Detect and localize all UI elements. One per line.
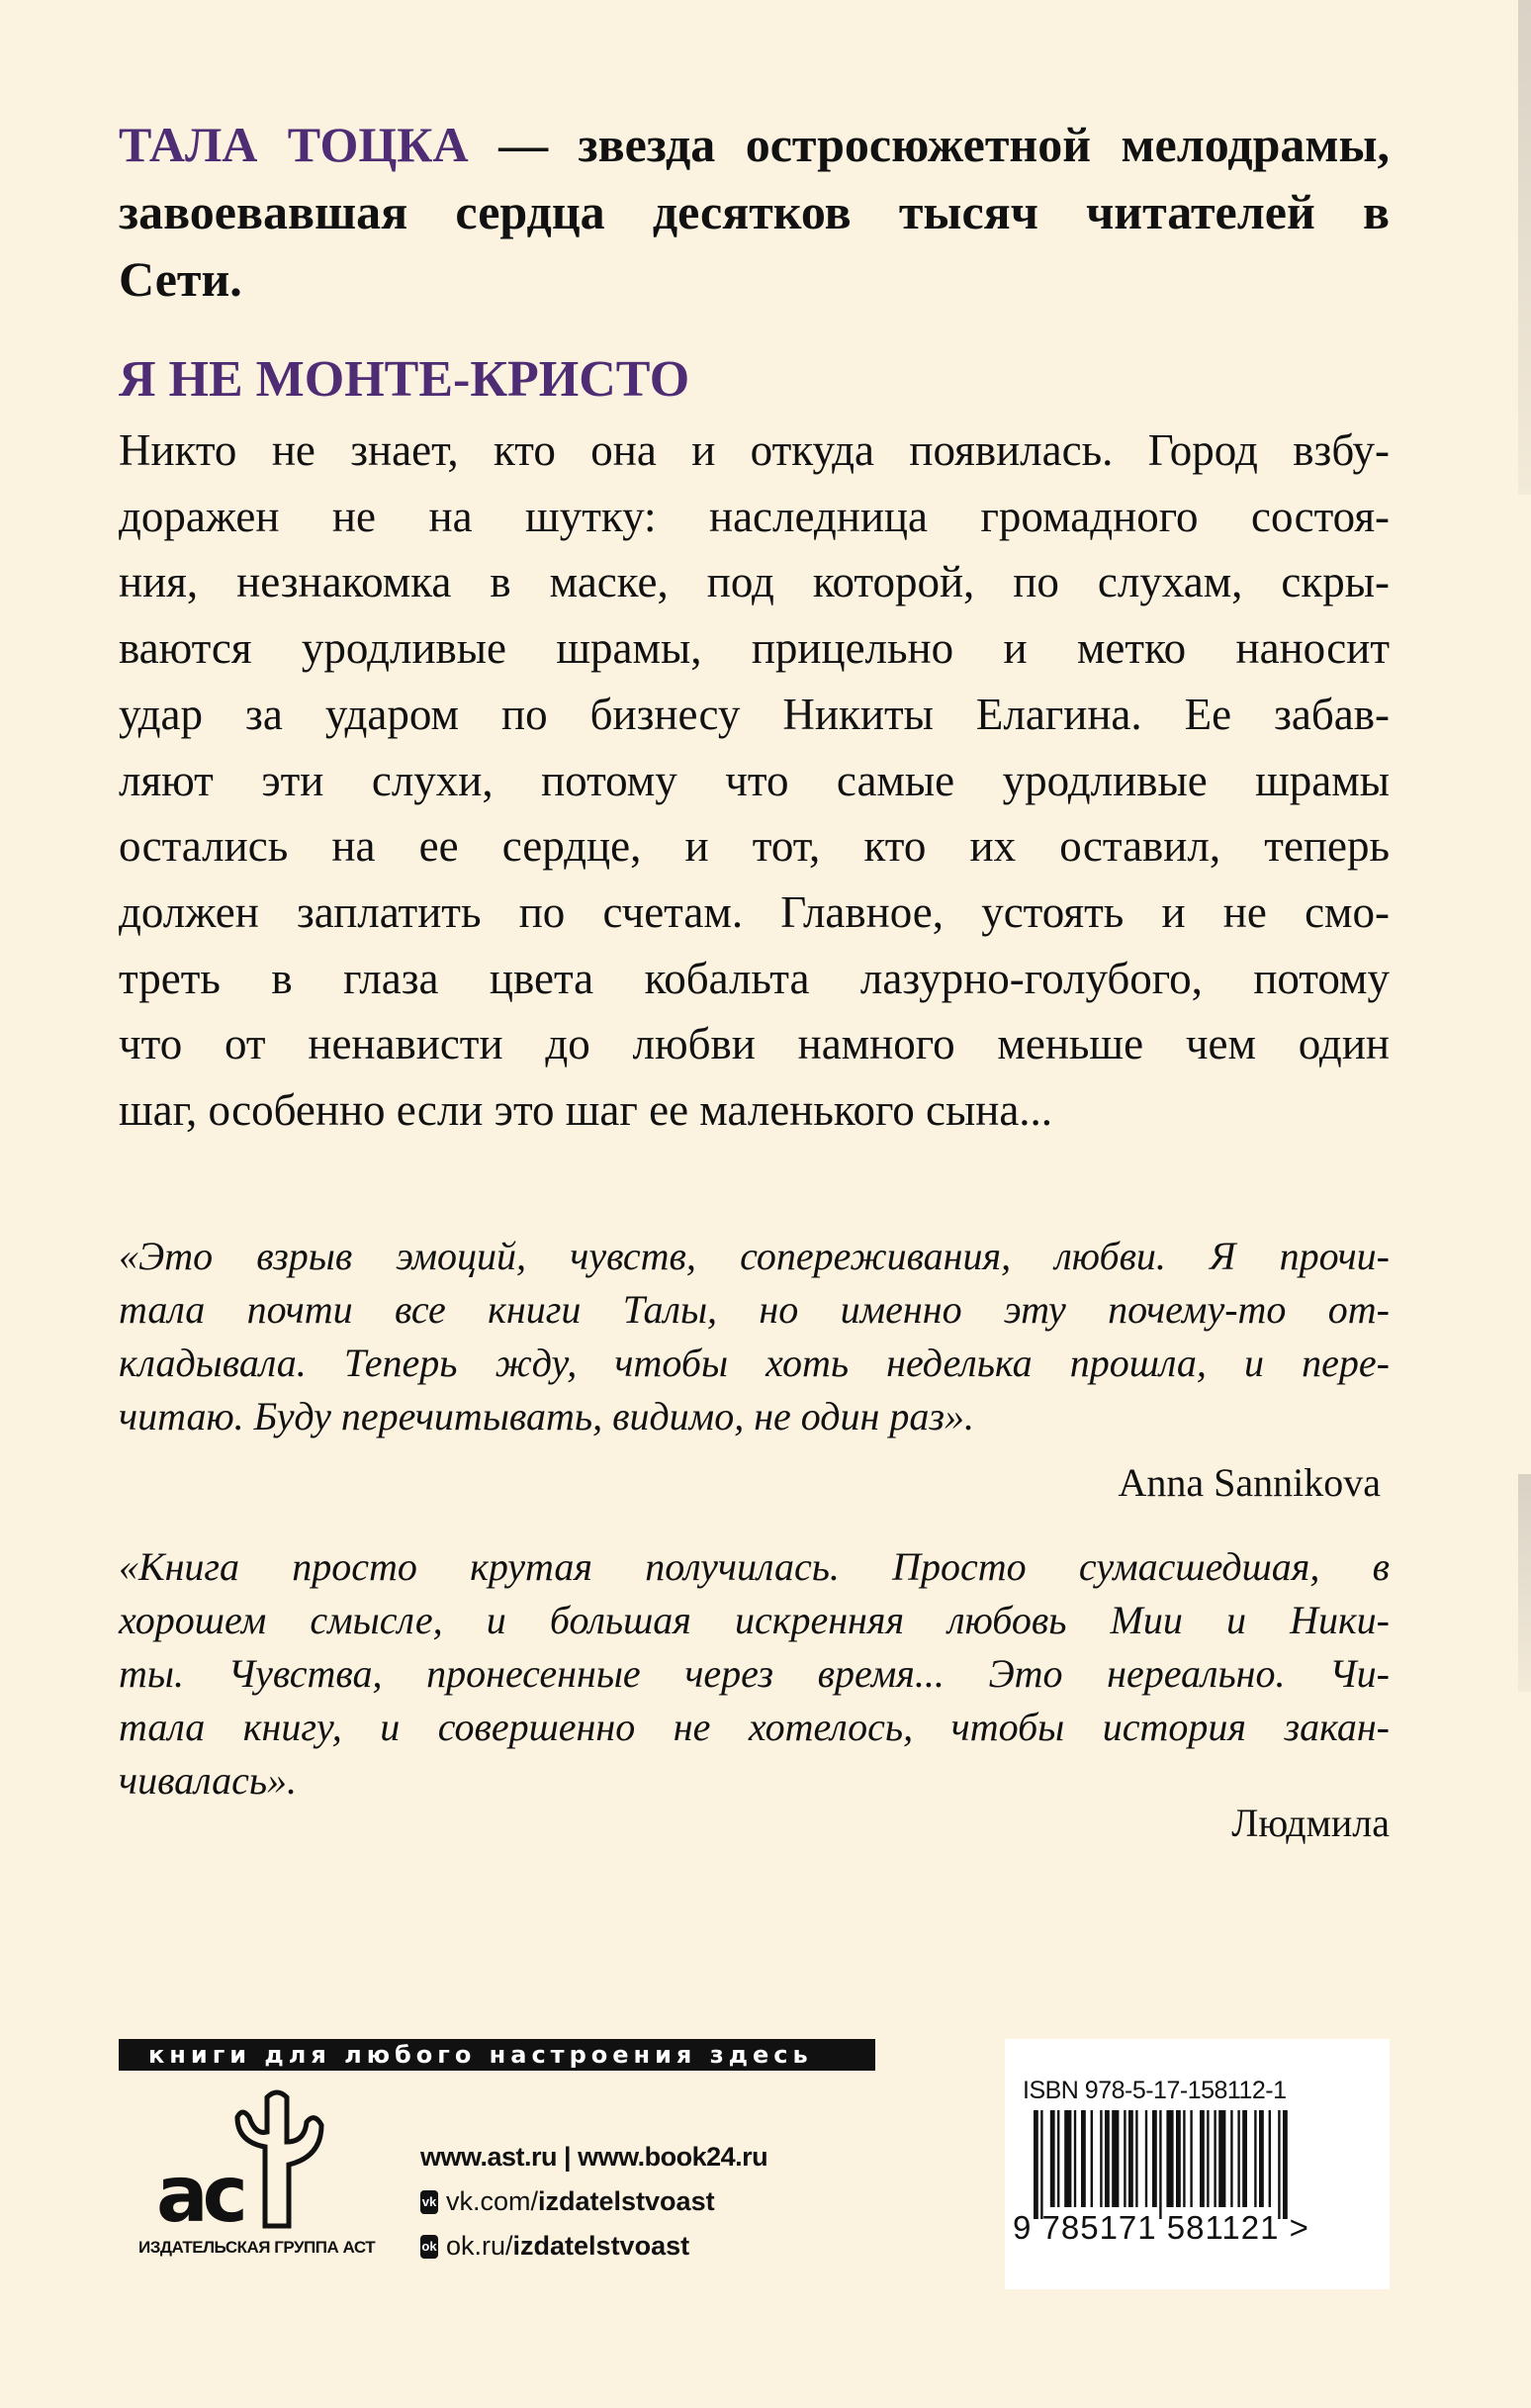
barcode-bar xyxy=(1105,2110,1110,2207)
link-handle: izdatelstvoast xyxy=(538,2186,715,2216)
barcode-bar xyxy=(1254,2110,1256,2207)
text-line: треть в глаза цвета кобальта лазурно-голубого, потому xyxy=(119,953,1390,1003)
book-title: Я НЕ МОНТЕ-КРИСТО xyxy=(119,351,690,408)
link-prefix: vk.com/ xyxy=(446,2186,539,2216)
text-line: что от ненависти до любви намного меньше чем один xyxy=(119,1019,1390,1069)
text-line: доражен не на шутку: наследница громадного состоя- xyxy=(119,491,1390,541)
ast-logo xyxy=(138,2087,366,2236)
website-links[interactable]: www.ast.ru | www.book24.ru xyxy=(420,2142,768,2172)
publisher-name: ИЗДАТЕЛЬСКАЯ ГРУППА АСТ xyxy=(138,2238,376,2257)
barcode-bar xyxy=(1074,2110,1076,2207)
link-prefix: ok.ru/ xyxy=(446,2231,513,2261)
barcode-bar xyxy=(1135,2110,1137,2207)
text-line: удар за ударом по бизнесу Никиты Елагина. Ее забав- xyxy=(119,689,1390,739)
tagline-strip: книги для любого настроения здесь xyxy=(119,2039,875,2071)
barcode-bar xyxy=(1207,2110,1209,2207)
barcode-bar xyxy=(1152,2110,1157,2207)
barcode-bar xyxy=(1081,2110,1086,2207)
cover-photo-edge xyxy=(1518,0,1531,495)
ok-icon: ok xyxy=(420,2235,438,2259)
barcode-bar xyxy=(1112,2110,1119,2207)
isbn-text: ISBN 978-5-17-158112-1 xyxy=(1023,2077,1287,2104)
barcode-bar xyxy=(1050,2110,1055,2207)
barcode-bar xyxy=(1124,2110,1126,2207)
social-link-vk[interactable] xyxy=(420,2186,767,2217)
synopsis xyxy=(119,417,1390,1144)
text-line: Никто не знает, кто она и откуда появилась. Город взбу- xyxy=(119,425,1390,475)
text-line: должен заплатить по счетам. Главное, устоять и не смо- xyxy=(119,886,1390,937)
barcode-bar xyxy=(1176,2110,1181,2207)
barcode-bar xyxy=(1159,2110,1161,2219)
barcode-bar xyxy=(1200,2110,1205,2207)
publisher-links xyxy=(420,2142,767,2262)
social-link-ok[interactable] xyxy=(420,2231,767,2262)
barcode-bar xyxy=(1100,2110,1102,2207)
barcode-bar xyxy=(1242,2110,1247,2207)
barcode-bar xyxy=(1190,2110,1192,2207)
barcode-digits: 9 785171 581121 > xyxy=(1013,2209,1309,2246)
review-author-2: Людмила xyxy=(1231,1801,1390,1845)
barcode-bar xyxy=(1040,2110,1042,2219)
cover-photo-edge xyxy=(1518,1474,1531,1692)
barcode-bar xyxy=(1091,2110,1093,2207)
author-intro xyxy=(119,111,1390,313)
barcode-bar xyxy=(1064,2110,1071,2207)
barcode-bar xyxy=(1128,2110,1133,2207)
svg-text:ac: ac xyxy=(156,2151,242,2236)
barcode-bar xyxy=(1145,2110,1147,2207)
intro-line: Сети. xyxy=(119,251,242,307)
review-author-1: Anna Sannikova xyxy=(1118,1460,1381,1505)
text-line: «Это взрыв эмоций, чувств, сопереживания, любви. Я прочи- xyxy=(119,1234,1390,1278)
barcode-bar xyxy=(1259,2110,1264,2207)
text-line: хорошем смысле, и большая искренняя любовь Мии и Ники- xyxy=(119,1598,1390,1642)
text-line: чивалась». xyxy=(119,1758,298,1803)
text-line: ляют эти слухи, потому что самые уродливые шрамы xyxy=(119,755,1390,805)
text-line: ты. Чувства, пронесенные через время... Это нереально. Чи- xyxy=(119,1651,1390,1696)
text-line: шаг, особенно если это шаг ее маленького сына... xyxy=(119,1085,1053,1136)
barcode-bar xyxy=(1278,2110,1280,2219)
barcode-bar xyxy=(1283,2110,1288,2219)
intro-line: завоевавшая сердца десятков тысяч читателей в xyxy=(119,184,1390,239)
barcode-bar xyxy=(1034,2110,1038,2219)
vk-icon: vk xyxy=(420,2190,438,2214)
barcode-bar xyxy=(1057,2110,1059,2207)
barcode-bar xyxy=(1183,2110,1185,2207)
barcode-bar xyxy=(1166,2110,1173,2207)
text-line: тала книгу, и совершенно не хотелось, чтобы история закан- xyxy=(119,1705,1390,1749)
intro-text: — звезда остросюжетной мелодрамы, xyxy=(468,117,1391,172)
barcode-bar xyxy=(1269,2110,1271,2207)
review-quote-1 xyxy=(119,1230,1390,1443)
barcode-bars xyxy=(1020,2110,1336,2219)
barcode-bar xyxy=(1214,2110,1216,2207)
text-line: «Книга просто крутая получилась. Просто сумасшедшая, в xyxy=(119,1544,1390,1589)
text-line: остались на ее сердце, и тот, кто их оставил, теперь xyxy=(119,821,1390,872)
text-line: кладывала. Теперь жду, чтобы хоть неделька прошла, и пере- xyxy=(119,1341,1390,1385)
text-line: читаю. Буду перечитывать, видимо, не один раз». xyxy=(119,1394,974,1438)
barcode-bar xyxy=(1230,2110,1232,2207)
isbn-barcode xyxy=(1005,2039,1390,2289)
text-line: тала почти все книги Талы, но именно эту почему-то от- xyxy=(119,1287,1390,1332)
link-handle: izdatelstvoast xyxy=(512,2231,690,2261)
review-quote-2 xyxy=(119,1540,1390,1807)
barcode-bar xyxy=(1218,2110,1225,2207)
text-line: ния, незнакомка в маске, под которой, по слухам, скры- xyxy=(119,557,1390,607)
barcode-bar xyxy=(1237,2110,1239,2207)
author-name: ТАЛА ТОЦКА xyxy=(119,117,469,172)
text-line: ваются уродливые шрамы, прицельно и метко наносит xyxy=(119,623,1390,674)
